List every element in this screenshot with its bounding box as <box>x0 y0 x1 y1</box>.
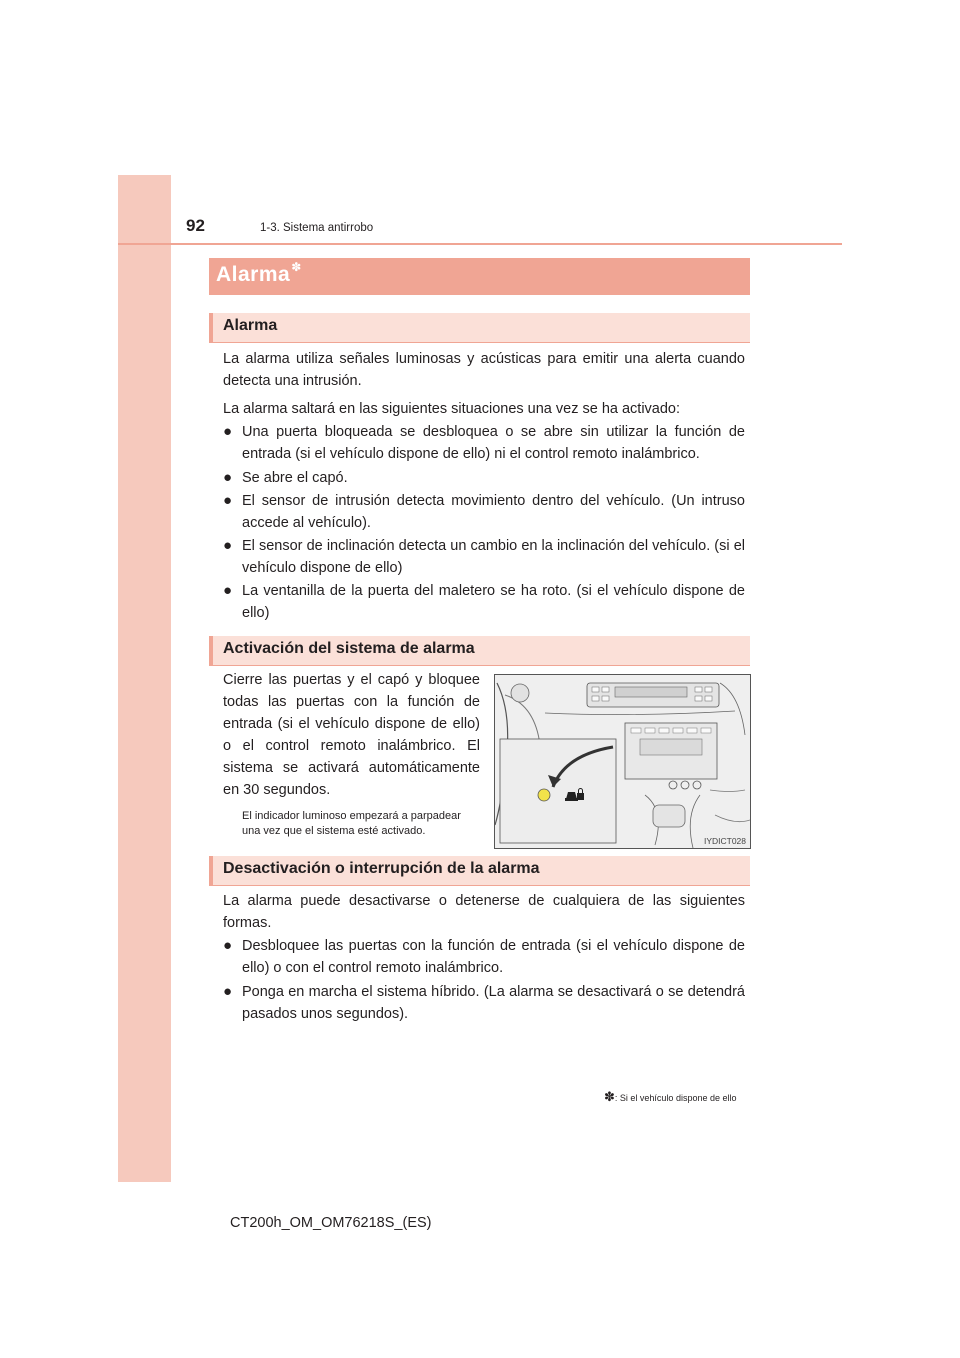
bullet-icon: ● <box>223 937 233 954</box>
bullet-icon: ● <box>223 492 233 509</box>
subheading-alarm <box>209 313 750 343</box>
page-number: 92 <box>186 216 205 235</box>
subheading-deactivation <box>209 856 750 886</box>
page-title-text: Alarma <box>216 263 291 286</box>
footnote <box>604 1089 737 1105</box>
alarm-trigger-intro: La alarma saltará en las siguientes situaciones una vez se ha activado: <box>223 401 681 417</box>
list-item-text: El sensor de intrusión detecta movimiento dentro del vehículo. (Un intruso accede al vehículo). <box>242 493 745 531</box>
list-item-text: El sensor de inclinación detecta un cambio en la inclinación del vehículo. (si el vehículo dispone de ello) <box>242 538 745 576</box>
list-item-text: Desbloquee las puertas con la función de entrada (si el vehículo dispone de ello) o con el control remoto inalámbrico. <box>242 938 745 976</box>
subheading-deactivation-text: Desactivación o interrupción de la alarma <box>223 860 540 877</box>
main-title-bar <box>209 258 750 295</box>
footer-doc-id: CT200h_OM_OM76218S_(ES) <box>230 1215 432 1231</box>
activation-note: El indicador luminoso empezará a parpadear una vez que el sistema esté activado. <box>242 810 461 837</box>
list-item-text: Ponga en marcha el sistema híbrido. (La alarma se desactivará o se detendrá pasados unos segundos). <box>242 984 745 1022</box>
side-tab <box>118 175 171 1182</box>
footnote-text: : Si el vehículo dispone de ello <box>614 1093 737 1103</box>
running-header: 1-3. Sistema antirrobo <box>260 222 374 234</box>
page-title <box>216 260 302 287</box>
list-item <box>223 935 745 979</box>
deactivation-intro: La alarma puede desactivarse o detenerse de cualquiera de las siguientes formas. <box>223 893 745 931</box>
figure-code: IYDICT028 <box>703 836 746 846</box>
list-item <box>223 467 745 489</box>
list-item-text: Se abre el capó. <box>242 470 348 486</box>
header-rule <box>118 243 842 245</box>
alarm-intro: La alarma utiliza señales luminosas y acústicas para emitir una alerta cuando detecta una intrusión. <box>223 351 745 389</box>
list-item <box>223 535 745 579</box>
list-item <box>223 981 745 1025</box>
bullet-icon: ● <box>223 423 233 440</box>
bullet-icon: ● <box>223 537 233 554</box>
list-item-text: Una puerta bloqueada se desbloquea o se abre sin utilizar la función de entrada (si el vehículo dispone de ello) ni el control remoto inalámbrico. <box>242 424 745 462</box>
dashboard-illustration <box>494 674 751 849</box>
subheading-alarm-text: Alarma <box>223 317 278 334</box>
bullet-icon: ● <box>223 582 233 599</box>
optional-marker: ✽ <box>291 260 302 274</box>
bullet-icon: ● <box>223 983 233 1000</box>
footnote-marker: ✽ <box>604 1089 615 1104</box>
list-item <box>223 421 745 465</box>
subheading-activation-text: Activación del sistema de alarma <box>223 640 475 657</box>
bullet-icon: ● <box>223 469 233 486</box>
list-item <box>223 580 745 624</box>
activation-body: Cierre las puertas y el capó y bloquee todas las puertas con la función de entrada (si el vehículo dispone de ello) o el control remoto inalámbrico. El sistema se activará automáticamente en 30 segundos. <box>223 672 480 798</box>
indicator-lamp-icon <box>538 789 550 801</box>
list-item-text: La ventanilla de la puerta del maletero se ha roto. (si el vehículo dispone de ello) <box>242 583 745 621</box>
subheading-activation <box>209 636 750 666</box>
dashboard-drawing <box>495 675 750 848</box>
list-item <box>223 490 745 534</box>
